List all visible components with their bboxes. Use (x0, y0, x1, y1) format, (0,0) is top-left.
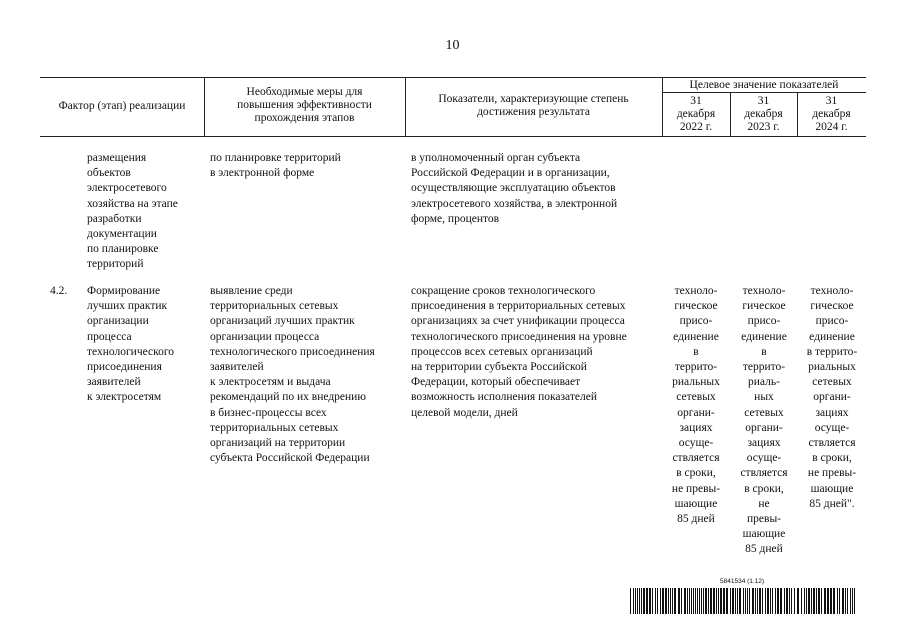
header-year-2024 (797, 95, 866, 134)
year-line: 2023 г. (747, 121, 780, 133)
barcode-bar (850, 588, 851, 614)
barcode-bar (657, 588, 658, 614)
text-line: не превы- (671, 482, 721, 495)
barcode-bar (811, 588, 812, 614)
barcode-bar (833, 588, 835, 614)
barcode-bar (770, 588, 771, 614)
barcode-bar (637, 588, 638, 614)
text-line: технологического (87, 345, 175, 358)
target-subheader-rule (662, 92, 866, 93)
text-line: форме, процентов (411, 212, 500, 225)
text-line: по планировке территорий (210, 152, 341, 164)
text-line: электросетевого хозяйства, в электронной (411, 197, 618, 210)
text-line: объектов (87, 167, 131, 180)
year-line: декабря (676, 108, 716, 120)
barcode-bar (786, 588, 788, 614)
barcode-bar (672, 588, 673, 614)
barcode-bar (752, 588, 754, 614)
text-line: осуще- (678, 437, 714, 450)
text-line: территорий (87, 258, 144, 271)
barcode-bar (699, 588, 700, 614)
year-line: декабря (744, 108, 783, 120)
text-line: рекомендаций по их внедрению (210, 391, 366, 404)
barcode-bar (775, 588, 776, 614)
barcode-bar (639, 588, 640, 614)
header-line: Показатели, характеризующие степень (438, 93, 629, 105)
text-line: к электросетям (87, 391, 162, 404)
text-line: зациях (679, 421, 713, 434)
header-top-rule (40, 77, 866, 78)
barcode-bar (681, 588, 682, 614)
text-line: заявителей (87, 376, 141, 389)
cont-measures (210, 151, 404, 181)
barcode-bar (703, 588, 704, 614)
text-line: террито- (674, 361, 718, 374)
year-line: 31 (825, 95, 838, 107)
text-line: ных (754, 391, 774, 404)
year-line: 2024 г. (815, 121, 848, 133)
text-line: в сроки, (744, 482, 784, 495)
text-line: осуществляющие эксплуатацию объектов (411, 182, 616, 195)
barcode-bar (824, 588, 826, 614)
text-line: лучших практик (87, 300, 168, 313)
barcode-bar (765, 588, 766, 614)
barcode-bar (806, 588, 807, 614)
barcode-bar (854, 588, 855, 614)
row-target-2023 (732, 284, 796, 558)
text-line: электросетевого (87, 182, 167, 195)
text-line: Формирование (87, 285, 161, 297)
barcode-bar (804, 588, 805, 614)
row-indicators (411, 284, 661, 421)
text-line: гическое (810, 300, 854, 313)
text-line: хозяйства на этапе (87, 197, 178, 210)
barcode-bar (718, 588, 719, 614)
year-line: 2022 г. (679, 121, 713, 133)
text-line: органи- (813, 391, 851, 404)
text-line: присо- (815, 315, 849, 328)
text-line: возможность исполнения показателей (411, 391, 597, 404)
barcode-bar (684, 588, 686, 614)
barcode-bar (670, 588, 671, 614)
text-line: организаций лучших практик (210, 315, 355, 328)
barcode-bar (743, 588, 744, 614)
text-line: сетевых (676, 391, 716, 404)
header-line: достижения результата (477, 106, 590, 118)
page-number: 10 (445, 38, 460, 53)
barcode-bar (655, 588, 656, 614)
barcode-bar (789, 588, 790, 614)
text-line: процесса (87, 330, 132, 343)
header-line: повышения эффективности (237, 99, 372, 111)
text-line: ствляется (808, 437, 856, 450)
barcode-bar (668, 588, 669, 614)
text-line: риальных (808, 361, 856, 374)
text-line: террито- (742, 361, 786, 374)
barcode-bar (842, 588, 844, 614)
text-line: в террито- (806, 345, 858, 358)
text-line: в электронной форме (210, 167, 315, 180)
row-number: 4.2. (50, 285, 68, 297)
barcode-bar (633, 588, 634, 614)
text-line: риаль- (748, 376, 780, 389)
row-target-2022 (664, 284, 728, 527)
year-line: 31 (757, 95, 770, 107)
barcode-bar (720, 588, 722, 614)
barcode-bar (755, 588, 756, 614)
barcode-bar (759, 588, 761, 614)
text-line: территориальных сетевых (210, 421, 339, 434)
text-line: организации (87, 315, 149, 328)
barcode-bar (816, 588, 817, 614)
barcode-bar (697, 588, 698, 614)
barcode-bar (772, 588, 773, 614)
text-line: организации процесса (210, 330, 320, 343)
cont-factor (87, 151, 205, 273)
cont-indicators (411, 151, 661, 227)
barcode-bar (716, 588, 717, 614)
text-line: шающие (674, 497, 718, 510)
barcode-bar (747, 588, 748, 614)
header-measures (204, 86, 405, 125)
text-line: 85 дней". (809, 497, 855, 510)
header-bottom-rule (40, 136, 866, 137)
barcode-bar (745, 588, 746, 614)
text-line: сетевых (744, 406, 784, 419)
barcode-bar (687, 588, 688, 614)
text-line: не превы- (807, 467, 857, 480)
text-line: органи- (677, 406, 715, 419)
text-line: сетевых (812, 376, 852, 389)
text-line: органи- (745, 421, 783, 434)
barcode-bar (737, 588, 738, 614)
text-line: единение (673, 330, 719, 343)
header-line: Необходимые меры для (246, 86, 363, 98)
barcode-bar (739, 588, 741, 614)
barcode-bar (723, 588, 725, 614)
text-line: в сроки, (812, 452, 852, 465)
text-line: в (693, 345, 699, 358)
barcode-bar (813, 588, 815, 614)
text-line: присоединения (87, 361, 162, 374)
barcode-bar (730, 588, 731, 614)
barcode-bar (649, 588, 651, 614)
text-line: выявление среди (210, 285, 293, 297)
text-line: присоединения в территориальных сетевых (411, 300, 626, 313)
row-factor (87, 284, 205, 406)
header-target: Целевое значение показателей (689, 79, 839, 91)
text-line: ствляется (740, 467, 788, 480)
barcode-bar (674, 588, 676, 614)
text-line: в уполномоченный орган субъекта (411, 152, 581, 164)
barcode-bar (643, 588, 645, 614)
barcode-bar (693, 588, 694, 614)
header-year-2022 (662, 95, 730, 134)
text-line: процессов всех сетевых организаций (411, 345, 593, 358)
barcode-bar (708, 588, 709, 614)
barcode-bar (735, 588, 736, 614)
barcode-bar (847, 588, 848, 614)
barcode-bar (641, 588, 642, 614)
text-line: ствляется (672, 452, 720, 465)
barcode-bar (845, 588, 846, 614)
year-line: декабря (812, 108, 851, 120)
barcode-bar (762, 588, 763, 614)
text-line: документации (87, 228, 157, 241)
text-line: присо- (747, 315, 781, 328)
row-measures (210, 284, 404, 466)
barcode-bar (839, 588, 840, 614)
text-line: в сроки, (676, 467, 716, 480)
barcode-bar (691, 588, 692, 614)
text-line: разработки (87, 212, 142, 225)
barcode-bar (818, 588, 820, 614)
barcode-bar (705, 588, 707, 614)
text-line: гическое (742, 300, 786, 313)
text-line: Федерации, который обеспечивает (411, 376, 581, 389)
barcode-bar (713, 588, 715, 614)
text-line: единение (741, 330, 787, 343)
text-line: техноло- (810, 285, 854, 297)
barcode-bar (665, 588, 667, 614)
text-line: размещения (87, 152, 147, 164)
row-target-2024 (798, 284, 866, 512)
barcode-bar (808, 588, 810, 614)
barcode-bar (827, 588, 829, 614)
text-line: сокращение сроков технологического (411, 285, 596, 297)
text-line: не (758, 497, 770, 510)
text-line: 85 дней (677, 513, 715, 526)
header-line: прохождения этапов (254, 112, 355, 124)
text-line: техноло- (674, 285, 718, 297)
barcode-bar (646, 588, 648, 614)
barcode-bar (732, 588, 734, 614)
barcode-bar (662, 588, 664, 614)
text-line: организаций на территории (210, 437, 346, 450)
barcode-bar (801, 588, 802, 614)
barcode-image (630, 588, 858, 614)
barcode-bar (777, 588, 779, 614)
year-line: 31 (690, 95, 702, 107)
barcode-bar (784, 588, 785, 614)
header-indicators (405, 93, 662, 119)
barcode-code: 5841534 (1.12) (720, 578, 765, 585)
barcode-bar (726, 588, 728, 614)
barcode-bar (695, 588, 696, 614)
text-line: зациях (815, 406, 849, 419)
barcode-bar (830, 588, 832, 614)
barcode-bar (837, 588, 838, 614)
text-line: превы- (747, 513, 781, 526)
barcode-bar (689, 588, 690, 614)
barcode-bar (794, 588, 795, 614)
text-line: к электросетям и выдача (210, 376, 331, 389)
text-line: технологического присоединения на уровне (411, 330, 627, 343)
barcode-bar (630, 588, 631, 614)
text-line: целевой модели, дней (411, 406, 518, 419)
barcode-bar (652, 588, 653, 614)
text-line: риальных (672, 376, 720, 389)
barcode-bar (821, 588, 822, 614)
text-line: осуще- (814, 421, 850, 434)
header-factor: Фактор (этап) реализации (58, 100, 186, 112)
text-line: субъекта Российской Федерации (210, 452, 370, 465)
barcode-bar (710, 588, 712, 614)
text-line: территориальных сетевых (210, 300, 339, 313)
text-line: заявителей (210, 361, 264, 374)
barcode-bar (635, 588, 636, 614)
barcode-bar (660, 588, 661, 614)
text-line: 85 дней (745, 543, 783, 556)
text-line: осуще- (746, 452, 782, 465)
text-line: шающие (810, 482, 854, 495)
text-line: технологического присоединения (210, 345, 375, 358)
barcode-bar (797, 588, 799, 614)
text-line: зациях (747, 437, 781, 450)
text-line: в бизнес-процессы всех (210, 406, 327, 419)
barcode-bar (852, 588, 853, 614)
text-line: по планировке (87, 243, 159, 256)
barcode-bar (791, 588, 792, 614)
text-line: Российской Федерации и в организации, (411, 167, 610, 180)
header-year-2023 (730, 95, 797, 134)
barcode-bar (767, 588, 769, 614)
text-line: организациях за счет унификации процесса (411, 315, 625, 328)
barcode-bar (701, 588, 702, 614)
barcode-bar (749, 588, 750, 614)
text-line: на территории субъекта Российской (411, 361, 587, 374)
text-line: шающие (742, 528, 786, 541)
barcode-bar (780, 588, 782, 614)
text-line: в (761, 345, 767, 358)
text-line: присо- (679, 315, 713, 328)
text-line: техноло- (742, 285, 786, 297)
text-line: гическое (674, 300, 718, 313)
barcode-bar (757, 588, 758, 614)
text-line: единение (809, 330, 855, 343)
barcode-bar (678, 588, 680, 614)
